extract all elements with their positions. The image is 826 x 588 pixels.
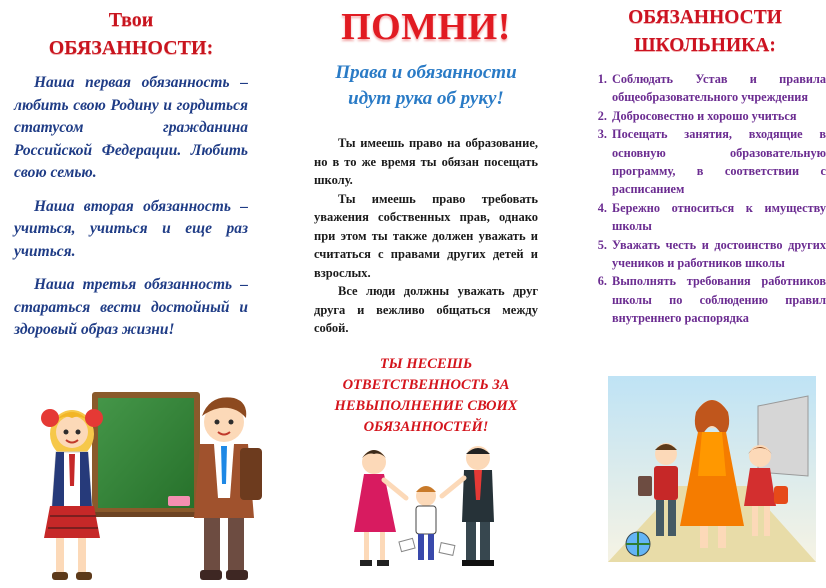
rule-paragraph-3: Все люди должны уважать друг друга и вежливо общаться между собой. <box>314 284 538 335</box>
duty-item-2: 2. Добросовестно и хорошо учиться <box>610 107 826 125</box>
right-title <box>584 4 826 60</box>
pupil-duties-list <box>584 70 826 328</box>
family-illustration <box>344 440 512 572</box>
rule-paragraph-2: Ты имеешь право требовать уважения собственных прав, однако при этом ты также должен уважать и считаться с правами других детей и взрослых. <box>314 191 538 280</box>
left-title-line1: Твои <box>108 9 154 31</box>
duty-paragraph-1: Наша первая обязанность – любить свою Родину и гордиться статусом гражданина Российской Федерации. Любить свою семью. <box>14 74 248 181</box>
rule-paragraph-1: Ты имеешь право на образование, но в то же время ты обязан посещать школу. <box>314 136 538 187</box>
duty-item-6: 6. Выполнять требования работников школы по соблюдению правил внутреннего распорядка <box>610 272 826 327</box>
duty-item-5: 5. Уважать честь и достоинство других учеников и работников школы <box>610 236 826 273</box>
duty-item-3: 3. Посещать занятия, входящие в основную образовательную программу, в соответствии с расписанием <box>610 125 826 199</box>
duty-paragraph-3: Наша третья обязанность – стараться вести достойный и здоровый образ жизни! <box>14 276 248 338</box>
right-title-line1: ОБЯЗАННОСТИ <box>628 7 782 28</box>
left-title-line2: ОБЯЗАННОСТИ: <box>48 37 214 59</box>
right-title-line2: ШКОЛЬНИКА: <box>634 35 776 56</box>
rights-rules <box>314 134 538 338</box>
duty-paragraph-2: Наша вторая обязанность – учиться, учиться и еще раз учиться. <box>14 197 248 260</box>
duty-item-4: 4. Бережно относиться к имуществу школы <box>610 199 826 236</box>
teacher-pupils-illustration <box>608 376 816 562</box>
rights-subtitle: Права и обязанности идут рука об руку! <box>335 62 517 109</box>
duty-item-1: 1. Соблюдать Устав и правила общеобразовательного учреждения <box>610 70 826 107</box>
responsibility-warning: ТЫ НЕСЕШЬ ОТВЕТСТВЕННОСТЬ ЗА НЕВЫПОЛНЕНИЕ СВОИХ ОБЯЗАННОСТЕЙ! <box>334 355 518 435</box>
left-title <box>14 6 248 62</box>
remember-title: ПОМНИ! <box>341 6 511 48</box>
schoolchildren-illustration <box>34 388 266 586</box>
